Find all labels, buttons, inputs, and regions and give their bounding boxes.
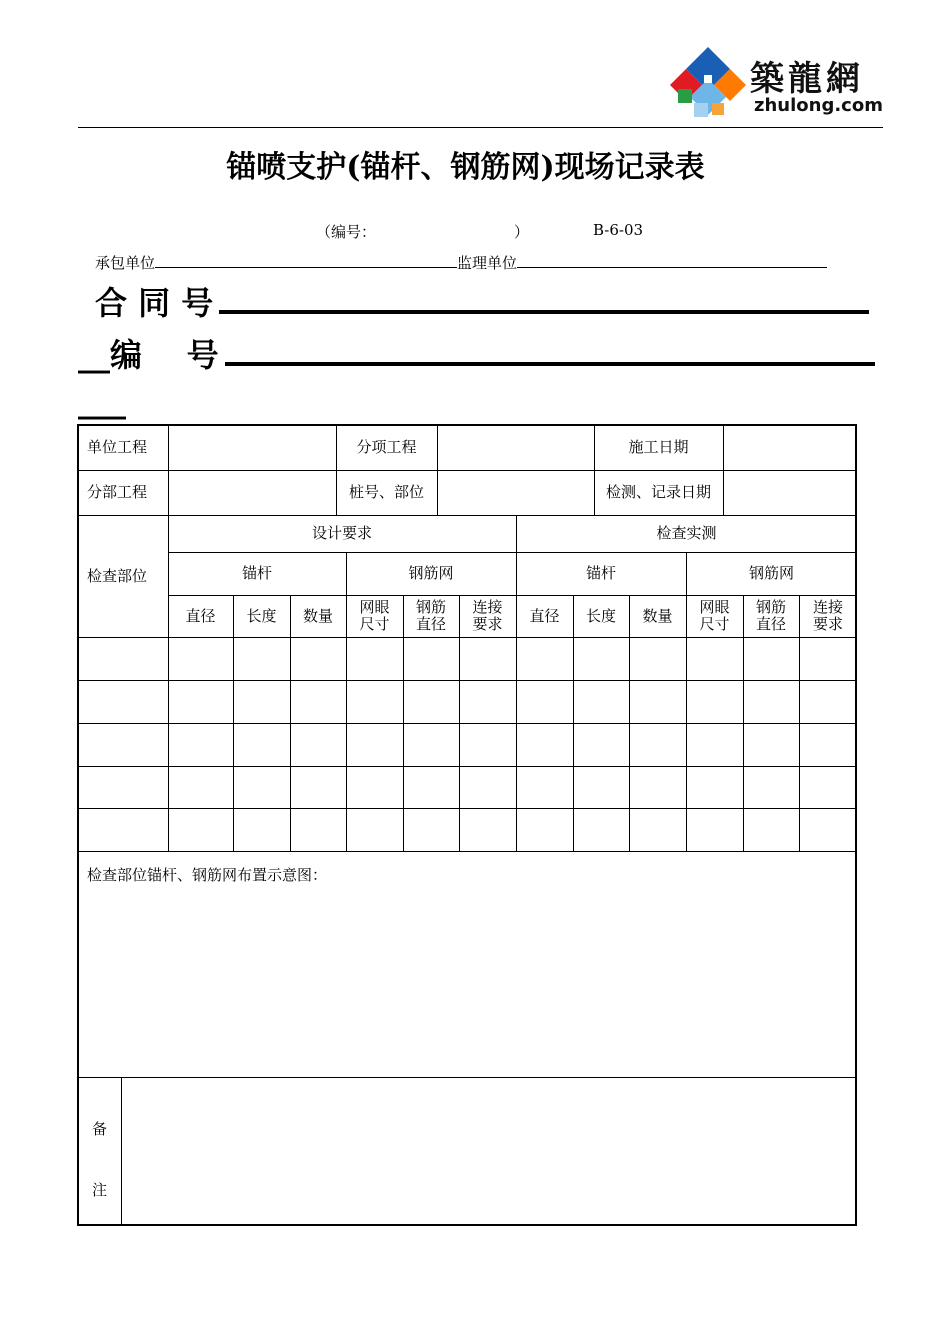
col-length: 长度: [585, 606, 616, 625]
row-line: [77, 723, 857, 724]
row-line: [77, 766, 857, 767]
division-label: 分部工程: [87, 483, 148, 501]
contract-field[interactable]: [219, 286, 869, 314]
design-mesh-header: 钢筋网: [408, 564, 454, 582]
remark-label-2: 注: [92, 1181, 108, 1199]
col-connection: 连接 要求: [812, 598, 843, 633]
col-connection: 连接 要求: [472, 598, 503, 633]
contract-label: 合 同 号: [95, 284, 214, 322]
construction-date-label: 施工日期: [628, 437, 689, 456]
diagram-area[interactable]: [78, 890, 856, 1076]
number-line: [78, 330, 875, 376]
construction-date-value[interactable]: [723, 424, 857, 470]
serial-open: （编号：: [316, 223, 377, 241]
serial-close: ）: [514, 223, 530, 241]
sub-item-value[interactable]: [437, 424, 594, 470]
header-rule: [78, 127, 883, 128]
unit-project-label: 单位工程: [87, 437, 148, 456]
zhulong-logo-icon: [668, 45, 748, 125]
inspect-location-label: 检查部位: [87, 566, 148, 585]
row-line: [77, 808, 857, 809]
remark-label-1: 备: [92, 1120, 108, 1138]
pile-location-label: 桩号、部位: [348, 483, 424, 501]
actual-mesh-header: 钢筋网: [748, 564, 794, 582]
supervisor-field[interactable]: [517, 253, 827, 268]
col-diameter: 直径: [185, 606, 216, 625]
logo-text-en: zhulong.com: [754, 95, 883, 116]
contract-line: [95, 278, 869, 324]
col-quantity: 数量: [302, 606, 333, 625]
logo: [668, 45, 883, 125]
col-length: 长度: [246, 606, 277, 625]
row-line: [77, 851, 857, 852]
design-requirement-header: 设计要求: [311, 524, 372, 542]
remark-field[interactable]: [122, 1078, 856, 1225]
number-field[interactable]: [225, 338, 875, 366]
form-code: B-6-03: [593, 221, 644, 239]
col-mesh-size: 网眼 尺寸: [359, 598, 390, 633]
col-diameter: 直径: [529, 606, 560, 625]
division-value[interactable]: [168, 470, 336, 515]
inspect-date-label: 检测、记录日期: [605, 483, 711, 501]
pile-location-value[interactable]: [437, 470, 594, 515]
contractor-field[interactable]: [155, 253, 457, 268]
units-line: [95, 252, 827, 273]
number-tail: ___: [78, 382, 126, 420]
number-lead: __: [78, 336, 110, 374]
col-quantity: 数量: [642, 606, 673, 625]
number-label: 编 号: [110, 336, 219, 374]
unit-project-value[interactable]: [168, 424, 336, 470]
row-line: [77, 680, 857, 681]
col-bar-diameter: 钢筋 直径: [755, 598, 786, 633]
sub-item-label: 分项工程: [356, 437, 417, 456]
col-mesh-size: 网眼 尺寸: [699, 598, 730, 633]
actual-check-header: 检查实测: [656, 524, 717, 542]
contractor-label: 承包单位: [95, 254, 156, 272]
row-line: [77, 637, 857, 638]
inspect-date-value[interactable]: [723, 470, 857, 515]
col-bar-diameter: 钢筋 直径: [415, 598, 446, 633]
diagram-label: 检查部位锚杆、钢筋网布置示意图：: [87, 866, 328, 884]
logo-text-cn: 築龍網: [750, 59, 864, 99]
supervisor-label: 监理单位: [457, 254, 518, 272]
actual-anchor-header: 锚杆: [585, 564, 616, 582]
design-anchor-header: 锚杆: [241, 564, 272, 582]
page-title: 锚喷支护(锚杆、钢筋网)现场记录表: [226, 150, 705, 185]
